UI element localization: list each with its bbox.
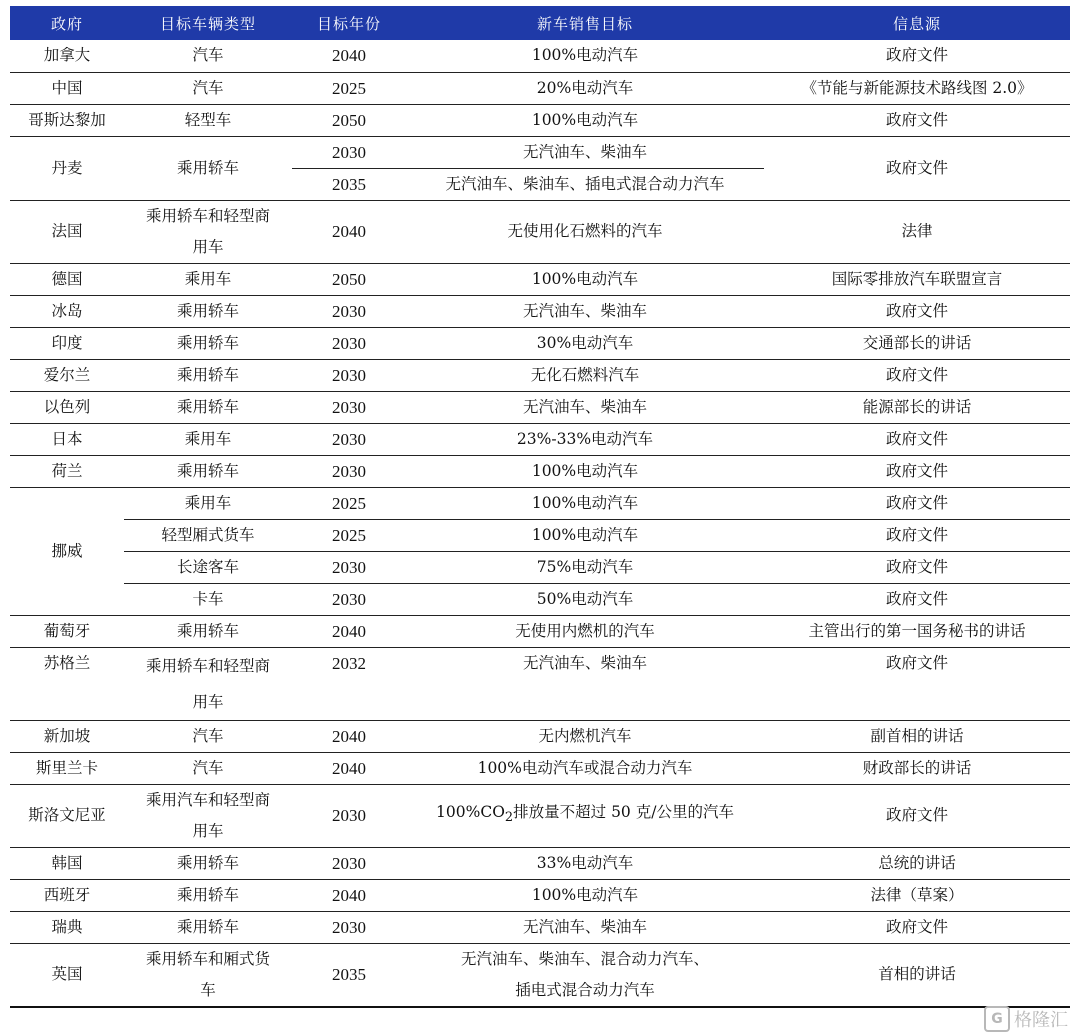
- cell-source: 财政部长的讲话: [764, 752, 1070, 784]
- table-row: [10, 911, 1070, 943]
- cell-year: 2040: [292, 879, 406, 911]
- cell-year: 2040: [292, 200, 406, 263]
- cell-target: 30%电动汽车: [406, 327, 764, 359]
- cell-target: 100%电动汽车: [406, 879, 764, 911]
- cell-target: 无内燃机汽车: [406, 720, 764, 752]
- cell-country: 爱尔兰: [10, 359, 124, 391]
- cell-vehicle: 轻型厢式货车: [124, 519, 292, 551]
- target-prefix: 100%CO: [436, 803, 505, 822]
- cell-target: 23%-33%电动汽车: [406, 423, 764, 455]
- cell-target: 无汽油车、柴油车: [406, 911, 764, 943]
- cell-country: 韩国: [10, 847, 124, 879]
- cell-vehicle: 乘用轿车: [124, 391, 292, 423]
- cell-target: 无汽油车、柴油车、插电式混合动力汽车: [406, 168, 764, 200]
- cell-target: 无汽油车、柴油车: [406, 391, 764, 423]
- cell-source: 政府文件: [764, 784, 1070, 847]
- cell-year: 2040: [292, 720, 406, 752]
- cell-country: 哥斯达黎加: [10, 104, 124, 136]
- table-row: [10, 455, 1070, 487]
- cell-vehicle: 乘用轿车和轻型商 用车: [124, 200, 292, 263]
- table-row: [10, 551, 1070, 583]
- cell-vehicle: 乘用轿车和轻型商 用车: [124, 647, 292, 720]
- table-row: [10, 423, 1070, 455]
- watermark-text: 格隆汇: [1014, 1010, 1068, 1031]
- cell-source: 能源部长的讲话: [764, 391, 1070, 423]
- cell-source: 主管出行的第一国务秘书的讲话: [764, 615, 1070, 647]
- cell-source: 政府文件: [764, 455, 1070, 487]
- cell-vehicle: 乘用轿车: [124, 911, 292, 943]
- header-sales-target: 新车销售目标: [406, 6, 764, 40]
- cell-target: 100%电动汽车: [406, 455, 764, 487]
- table-header: [10, 6, 1070, 40]
- table-row: [10, 136, 1070, 168]
- cell-target: 100%电动汽车: [406, 487, 764, 519]
- cell-year: 2030: [292, 359, 406, 391]
- cell-vehicle: 轻型车: [124, 104, 292, 136]
- cell-target: 100%电动汽车: [406, 40, 764, 72]
- cell-source: 政府文件: [764, 551, 1070, 583]
- table-row: [10, 391, 1070, 423]
- cell-vehicle: 乘用轿车: [124, 879, 292, 911]
- cell-vehicle: 乘用轿车: [124, 359, 292, 391]
- cell-target: 100%电动汽车或混合动力汽车: [406, 752, 764, 784]
- cell-source: 首相的讲话: [764, 943, 1070, 1007]
- cell-year: 2040: [292, 615, 406, 647]
- cell-vehicle: 汽车: [124, 720, 292, 752]
- cell-country: 新加坡: [10, 720, 124, 752]
- cell-country: 冰岛: [10, 295, 124, 327]
- cell-source: 国际零排放汽车联盟宣言: [764, 263, 1070, 295]
- cell-target: 无汽油车、柴油车: [406, 647, 764, 720]
- cell-target: 20%电动汽车: [406, 72, 764, 104]
- table-row: [10, 40, 1070, 72]
- table-row: [10, 295, 1070, 327]
- table-row: [10, 263, 1070, 295]
- co2-subscript: 2: [504, 810, 514, 826]
- cell-country: 葡萄牙: [10, 615, 124, 647]
- cell-vehicle: 长途客车: [124, 551, 292, 583]
- cell-source: 政府文件: [764, 136, 1070, 200]
- ev-target-table: [10, 6, 1070, 1008]
- cell-target: 75%电动汽车: [406, 551, 764, 583]
- cell-country: 荷兰: [10, 455, 124, 487]
- cell-vehicle: 乘用轿车和厢式货 车: [124, 943, 292, 1007]
- cell-country: 法国: [10, 200, 124, 263]
- cell-year: 2030: [292, 911, 406, 943]
- cell-vehicle: 汽车: [124, 752, 292, 784]
- cell-source: 政府文件: [764, 519, 1070, 551]
- cell-target: 100%电动汽车: [406, 104, 764, 136]
- cell-target: 无汽油车、柴油车: [406, 295, 764, 327]
- table-row: [10, 615, 1070, 647]
- cell-year: 2030: [292, 784, 406, 847]
- cell-target: 50%电动汽车: [406, 583, 764, 615]
- cell-year: 2030: [292, 455, 406, 487]
- cell-year: 2030: [292, 136, 406, 168]
- cell-vehicle: 乘用轿车: [124, 295, 292, 327]
- table-row: [10, 487, 1070, 519]
- cell-source: 政府文件: [764, 487, 1070, 519]
- cell-target: 无化石燃料汽车: [406, 359, 764, 391]
- cell-country: 挪威: [10, 487, 124, 615]
- cell-year: 2035: [292, 943, 406, 1007]
- cell-year: 2050: [292, 263, 406, 295]
- cell-source: 副首相的讲话: [764, 720, 1070, 752]
- table-row: [10, 847, 1070, 879]
- cell-vehicle: 乘用轿车: [124, 615, 292, 647]
- cell-country: 加拿大: [10, 40, 124, 72]
- cell-country: 英国: [10, 943, 124, 1007]
- watermark: [984, 1006, 1068, 1032]
- table-row: [10, 327, 1070, 359]
- cell-source: 政府文件: [764, 647, 1070, 720]
- cell-year: 2030: [292, 391, 406, 423]
- table-row: [10, 359, 1070, 391]
- cell-source: 政府文件: [764, 583, 1070, 615]
- cell-year: 2030: [292, 583, 406, 615]
- header-source: 信息源: [764, 6, 1070, 40]
- cell-target: 无使用内燃机的汽车: [406, 615, 764, 647]
- cell-country: 斯洛文尼亚: [10, 784, 124, 847]
- cell-country: 中国: [10, 72, 124, 104]
- table-row: [10, 943, 1070, 1007]
- header-target-year: 目标年份: [292, 6, 406, 40]
- watermark-logo-icon: G: [984, 1006, 1010, 1032]
- cell-year: 2030: [292, 423, 406, 455]
- cell-year: 2030: [292, 847, 406, 879]
- cell-country: 德国: [10, 263, 124, 295]
- cell-year: 2035: [292, 168, 406, 200]
- table-row: [10, 879, 1070, 911]
- cell-source: 交通部长的讲话: [764, 327, 1070, 359]
- table-row: [10, 752, 1070, 784]
- cell-source: 政府文件: [764, 423, 1070, 455]
- cell-vehicle: 乘用轿车: [124, 847, 292, 879]
- cell-vehicle: 乘用车: [124, 423, 292, 455]
- cell-country: 丹麦: [10, 136, 124, 200]
- cell-source: 政府文件: [764, 40, 1070, 72]
- header-government: 政府: [10, 6, 124, 40]
- cell-vehicle: 乘用轿车: [124, 455, 292, 487]
- cell-vehicle: 乘用汽车和轻型商 用车: [124, 784, 292, 847]
- cell-country: 苏格兰: [10, 647, 124, 720]
- cell-source: 法律: [764, 200, 1070, 263]
- cell-source: 政府文件: [764, 911, 1070, 943]
- cell-source: 总统的讲话: [764, 847, 1070, 879]
- cell-vehicle: 汽车: [124, 72, 292, 104]
- table-row: [10, 519, 1070, 551]
- cell-vehicle: 汽车: [124, 40, 292, 72]
- cell-target: 无使用化石燃料的汽车: [406, 200, 764, 263]
- table-row: [10, 583, 1070, 615]
- table-row: [10, 104, 1070, 136]
- cell-source: 政府文件: [764, 295, 1070, 327]
- cell-country: 瑞典: [10, 911, 124, 943]
- table-row: [10, 200, 1070, 263]
- cell-source: 政府文件: [764, 359, 1070, 391]
- cell-year: 2030: [292, 327, 406, 359]
- cell-country: 以色列: [10, 391, 124, 423]
- cell-country: 西班牙: [10, 879, 124, 911]
- table-row: [10, 784, 1070, 847]
- cell-vehicle: 乘用轿车: [124, 136, 292, 200]
- cell-country: 斯里兰卡: [10, 752, 124, 784]
- cell-vehicle: 乘用车: [124, 263, 292, 295]
- cell-source: 政府文件: [764, 104, 1070, 136]
- cell-country: 日本: [10, 423, 124, 455]
- header-row: [10, 6, 1070, 40]
- target-suffix: 排放量不超过 50 克/公里的汽车: [513, 803, 734, 822]
- cell-vehicle: 乘用车: [124, 487, 292, 519]
- cell-target: 无汽油车、柴油车: [406, 136, 764, 168]
- cell-year: 2030: [292, 551, 406, 583]
- cell-country: 印度: [10, 327, 124, 359]
- cell-target: 无汽油车、柴油车、混合动力汽车、 插电式混合动力汽车: [406, 943, 764, 1007]
- cell-target: 100%电动汽车: [406, 519, 764, 551]
- cell-vehicle: 卡车: [124, 583, 292, 615]
- cell-vehicle: 乘用轿车: [124, 327, 292, 359]
- cell-year: 2040: [292, 40, 406, 72]
- cell-year: 2050: [292, 104, 406, 136]
- cell-source: 《节能与新能源技术路线图 2.0》: [764, 72, 1070, 104]
- table-row: [10, 72, 1070, 104]
- cell-year: 2032: [292, 647, 406, 720]
- cell-year: 2040: [292, 752, 406, 784]
- cell-year: 2025: [292, 72, 406, 104]
- cell-source: 法律（草案）: [764, 879, 1070, 911]
- cell-year: 2025: [292, 519, 406, 551]
- cell-target: 100%电动汽车: [406, 263, 764, 295]
- cell-target: 33%电动汽车: [406, 847, 764, 879]
- table-row: [10, 647, 1070, 720]
- cell-year: 2025: [292, 487, 406, 519]
- table-row: [10, 720, 1070, 752]
- header-vehicle-type: 目标车辆类型: [124, 6, 292, 40]
- cell-year: 2030: [292, 295, 406, 327]
- cell-target: [406, 784, 764, 847]
